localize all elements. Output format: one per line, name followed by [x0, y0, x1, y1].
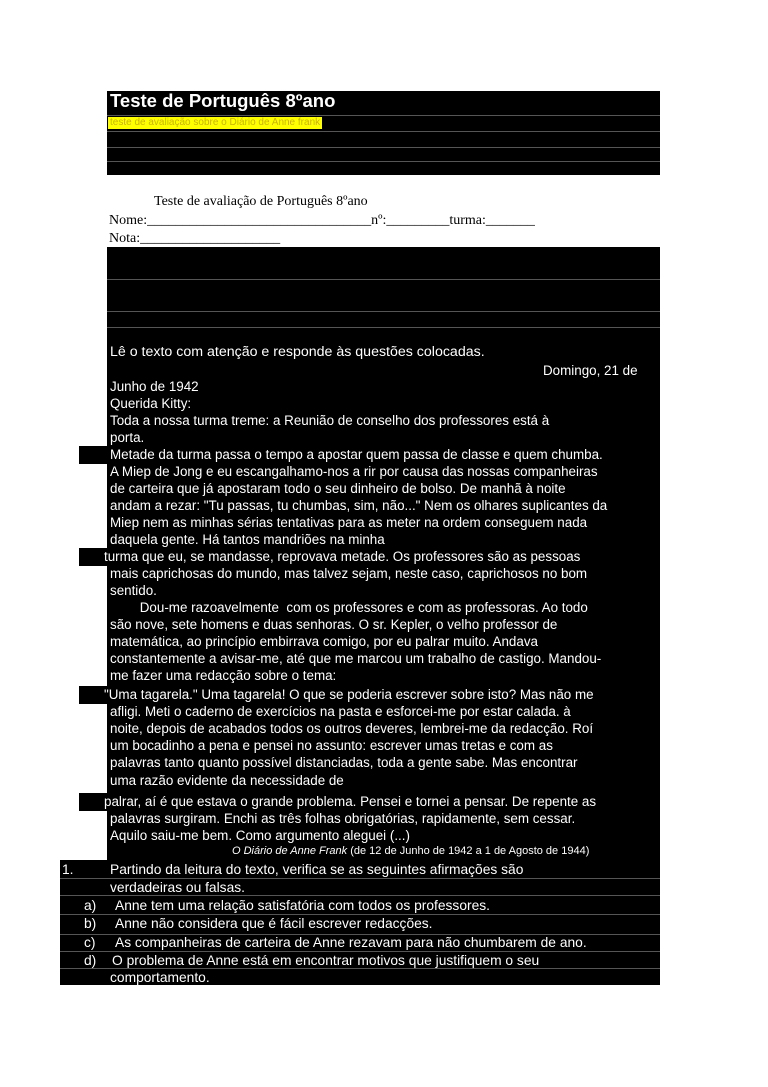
source-title: O Diário de Anne Frank: [232, 845, 348, 857]
text-line: uma razão evidente da necessidade de: [110, 773, 344, 788]
text-line: A Miep de Jong e eu escangalhamo-nos a rir por causa das nossas companheiras: [110, 464, 598, 479]
source-dates: (de 12 de Junho de 1942 a 1 de Agosto de 1944): [347, 845, 590, 857]
text-line: palavras surgiram. Enchi as três folhas obrigatórias, rapidamente, sem cessar.: [110, 811, 576, 826]
option-a-text: Anne tem uma relação satisfatória com todos os professores.: [115, 898, 490, 913]
option-label: d): [84, 953, 97, 968]
line-number: 5: [84, 447, 92, 462]
question-text: Partindo da leitura do texto, verifica se as seguintes afirmações são: [110, 862, 524, 877]
page-title: Teste de Português 8ºano: [110, 90, 336, 111]
text-line: porta.: [110, 430, 145, 445]
text-line: afligi. Meti o caderno de exercícios na pasta e esforcei-me por estar calada. à: [110, 704, 571, 719]
instruction: Lê o texto com atenção e responde às questões colocadas.: [110, 344, 485, 360]
text-line: Metade da turma passa o tempo a apostar quem passa de classe e quem chumba.: [110, 447, 603, 462]
text-line: constantemente a avisar-me, até que me marcou um trabalho de castigo. Mandou-: [110, 651, 602, 666]
text-line: Dou-me razoavelmente com os professores e com as professoras. Ao todo: [110, 600, 588, 615]
rule: [107, 327, 660, 328]
text-line: Miep nem as minhas sérias tentativas para as meter na ordem conseguem nada: [110, 515, 588, 530]
line-number: 15: [81, 687, 96, 702]
grade-field-line: Nota:____________________: [109, 231, 281, 246]
rule: [107, 279, 660, 280]
question-text-continued: verdadeiras ou falsas.: [110, 880, 245, 895]
letter-salutation: Querida Kitty:: [110, 396, 192, 411]
question-number: 1.: [62, 862, 74, 877]
text-line: palavras tanto quanto possível distanciadas, toda a gente sabe. Mas encontrar: [110, 755, 578, 770]
option-d-text: O problema de Anne está em encontrar motivos que justifiquem o seu: [112, 953, 540, 968]
source-citation: [232, 843, 589, 860]
letter-date: Domingo, 21 de: [543, 363, 638, 378]
highlighted-subtitle: teste de avaliação sobre o Diário de Anne frank: [110, 117, 321, 128]
rule: [107, 131, 660, 132]
text-line: matemática, ao princípio embirrava comigo, por eu palrar muito. Andava: [110, 634, 538, 649]
option-c-text: As companheiras de carteira de Anne rezavam para não chumbarem de ano.: [115, 935, 587, 950]
text-line: "Uma tagarela." Uma tagarela! O que se poderia escrever sobre isto? Mas não me: [104, 687, 594, 702]
text-line: me fazer uma redacção sobre o tema:: [110, 668, 337, 683]
name-field-line: Nome:________________________________nº:_________turma:_______: [109, 213, 535, 228]
letter-date-continued: Junho de 1942: [110, 379, 199, 394]
text-line: sentido.: [110, 583, 157, 598]
text-line: daquela gente. Há tantos mandriões na minha: [110, 532, 385, 547]
text-line: um bocadinho a pena e pensei no assunto: escrever umas tretas e com as: [110, 738, 553, 753]
text-line: palrar, aí é que estava o grande problema. Pensei e tornei a pensar. De repente as: [104, 794, 597, 809]
rule: [107, 161, 660, 162]
option-label: a): [84, 898, 97, 913]
text-line: são nove, sete homens e duas senhoras. O sr. Kepler, o velho professor de: [110, 617, 558, 632]
line-number: 10: [81, 549, 96, 564]
rule: [107, 311, 660, 312]
form-heading: Teste de avaliação de Português 8ºano: [154, 194, 368, 209]
text-line: noite, depois de acabados todos os outros deveres, lembrei-me da redacção. Roí: [110, 721, 594, 736]
text-line: andam a rezar: "Tu passas, tu chumbas, sim, não..." Nem os olhares suplicantes da: [110, 498, 608, 513]
text-line: Aquilo saiu-me bem. Como argumento aleguei (...): [110, 828, 410, 843]
text-line: turma que eu, se mandasse, reprovava metade. Os professores são as pessoas: [104, 549, 581, 564]
rule: [107, 147, 660, 148]
option-label: b): [84, 916, 97, 931]
rule: [107, 115, 660, 116]
text-line: de carteira que já apostaram todo o seu dinheiro de bolso. De manhã à noite: [110, 481, 566, 496]
option-label: c): [84, 935, 96, 950]
text-line: mais caprichosas do mundo, mas talvez sejam, neste caso, caprichosos no bom: [110, 566, 588, 581]
line-number: 20: [81, 794, 96, 809]
option-b-text: Anne não considera que é fácil escrever redacções.: [115, 916, 433, 931]
option-d-text-continued: comportamento.: [110, 970, 210, 985]
blank-block: [107, 247, 660, 342]
text-line: Toda a nossa turma treme: a Reunião de conselho dos professores está à: [110, 413, 550, 428]
